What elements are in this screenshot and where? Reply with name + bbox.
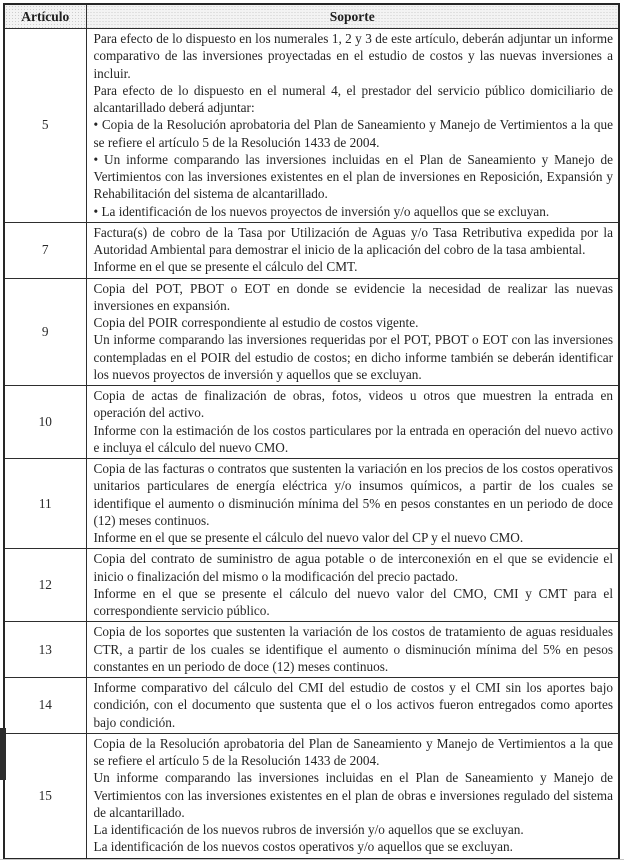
- header-cell-soporte: Soporte: [86, 4, 619, 29]
- soporte-paragraph: • La identificación de los nuevos proyectos de inversión y/o aquellos que se excluyan.: [93, 203, 550, 219]
- table-row: [4, 622, 619, 678]
- articulo-cell: 7: [4, 222, 86, 278]
- soporte-paragraph: Copia de los soportes que sustenten la variación de los costos de tratamiento de aguas residuales CTR, a partir de los cuales se identifique el aumento o disminución mínima del 5% en pesos constantes en un periodo de doce (12) meses continuos.: [93, 624, 613, 674]
- soporte-paragraph: Copia del POIR correspondiente al estudio de costos vigente.: [93, 315, 419, 330]
- table-row: [4, 222, 619, 278]
- header-row: [4, 4, 619, 29]
- soporte-paragraph: Copia del contrato de suministro de agua potable o de interconexión en el que se evidencie el inicio o finalización del mismo o la modificación del precio pactado.: [93, 551, 613, 584]
- table-row: [4, 678, 619, 734]
- soporte-paragraph: Factura(s) de cobro de la Tasa por Utilización de Aguas y/o Tasa Retributiva expedida por la Autoridad Ambiental para demostrar el inicio de la aplicación del cobro de la tasa ambiental.: [93, 224, 613, 257]
- soporte-cell: [86, 549, 619, 622]
- soporte-cell: [86, 459, 619, 549]
- table-row: [4, 733, 619, 858]
- table-row: [4, 386, 619, 459]
- soporte-cell: [86, 29, 619, 223]
- soporte-paragraph: Para efecto de lo dispuesto en el numeral 4, el prestador del servicio público domiciliario de alcantarillado deberá adjuntar:: [93, 82, 613, 115]
- table-body: [4, 29, 619, 859]
- soporte-paragraph: Informe en el que se presente el cálculo del nuevo valor del CMO, CMI y CMT para el correspondiente servicio público.: [93, 585, 613, 618]
- soporte-paragraph: Un informe comparando las inversiones requeridas por el POT, PBOT o EOT con las inversiones contempladas en el POIR del estudio de costos; en dicho informe también se deberán identificar los nuevos proyectos de inversión y aquellos que se excluyan.: [93, 332, 613, 382]
- soporte-cell: [86, 678, 619, 734]
- articulo-cell: 9: [4, 278, 86, 386]
- soporte-paragraph: La identificación de los nuevos rubros de inversión y/o aquellos que se excluyan.: [93, 822, 524, 837]
- scan-artifact-bar: [0, 728, 6, 780]
- soporte-paragraph: • Copia de la Resolución aprobatoria del Plan de Saneamiento y Manejo de Vertimientos a la que se refiere el artículo 5 de la Resolución 1433 de 2004.: [93, 117, 613, 150]
- soporte-paragraph: La identificación de los nuevos costos operativos y/o aquellos que se excluyan.: [93, 839, 513, 855]
- soporte-paragraph: • Un informe comparando las inversiones incluidas en el Plan de Saneamiento y Manejo de Vertimientos con las inversiones existentes en el plan de inversiones en Reposición, Expansión y Rehabilitación del sistema de alcantarillado.: [93, 151, 613, 202]
- soporte-cell: [86, 222, 619, 278]
- soporte-cell: [86, 278, 619, 386]
- soportes-table: [3, 3, 620, 860]
- table-row: [4, 29, 619, 223]
- articulo-cell: 5: [4, 29, 86, 223]
- soporte-paragraph: Un informe comparando las inversiones incluidas en el Plan de Saneamiento y Manejo de Vertimientos con las inversiones existentes en el plan de obras e inversiones regulado del sistema de alcantarillado.: [93, 770, 613, 820]
- soporte-paragraph: Copia del POT, PBOT o EOT en donde se evidencie la necesidad de realizar las nuevas inversiones en expansión.: [93, 280, 613, 313]
- soporte-cell: [86, 733, 619, 858]
- soporte-paragraph: Informe en el que se presente el cálculo del nuevo valor del CP y el nuevo CMO.: [93, 530, 524, 545]
- articulo-cell: 10: [4, 386, 86, 459]
- soporte-paragraph: Informe comparativo del cálculo del CMI del estudio de costos y el CMI sin los aportes bajo condición, con el documento que sustenta que el o los activos fueron entregados como aportes bajo condición.: [93, 680, 613, 730]
- table-row: [4, 459, 619, 549]
- soporte-paragraph: Informe con la estimación de los costos particulares por la entrada en operación del nuevo activo e incluya el cálculo del nuevo CMO.: [93, 422, 613, 455]
- soporte-cell: [86, 386, 619, 459]
- soporte-paragraph: Copia de actas de finalización de obras, fotos, videos u otros que muestren la entrada en operación del activo.: [93, 388, 613, 421]
- table-row: [4, 549, 619, 622]
- articulo-cell: 12: [4, 549, 86, 622]
- soporte-paragraph: Para efecto de lo dispuesto en los numerales 1, 2 y 3 de este artículo, deberán adjuntar un informe comparativo de las inversiones proyectadas en el estudio de costos y las nuevas inversiones a incluir.: [93, 31, 613, 81]
- soporte-paragraph: Copia de la Resolución aprobatoria del Plan de Saneamiento y Manejo de Vertimientos a la que se refiere el artículo 5 de la Resolución 1433 de 2004.: [93, 735, 613, 768]
- scan-bottom-line: [0, 859, 624, 860]
- articulo-cell: 15: [4, 733, 86, 858]
- soporte-paragraph: Copia de las facturas o contratos que sustenten la variación en los precios de los costos operativos unitarios particulares de energía eléctrica y/o insumos químicos, a partir de los cuales se identifique el aumento o disminución mínima del 5% en pesos constantes en un periodo de doce (12) meses continuos.: [93, 461, 613, 528]
- articulo-cell: 13: [4, 622, 86, 678]
- soporte-cell: [86, 622, 619, 678]
- articulo-cell: 14: [4, 678, 86, 734]
- articulo-cell: 11: [4, 459, 86, 549]
- header-cell-articulo: Artículo: [4, 4, 86, 29]
- table-row: [4, 278, 619, 386]
- soporte-paragraph: Informe en el que se presente el cálculo del CMT.: [93, 259, 358, 275]
